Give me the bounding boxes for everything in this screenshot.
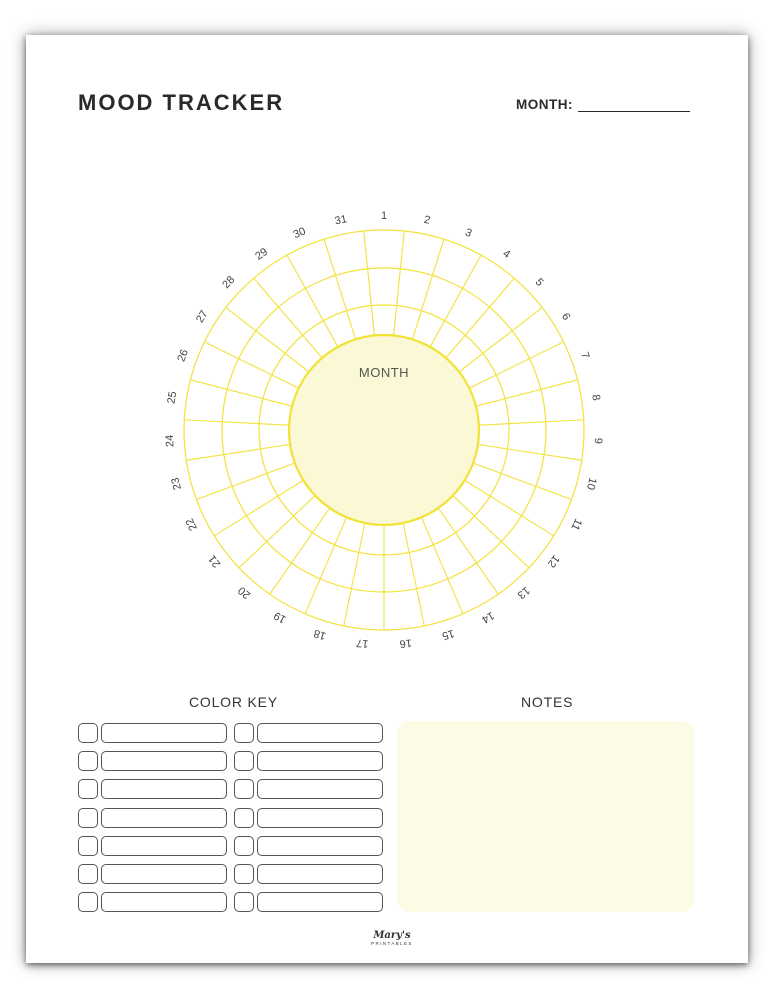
day-label: 20 [235, 583, 254, 601]
day-label: 19 [271, 608, 289, 626]
wheel-spoke [473, 463, 571, 499]
color-key-label-field[interactable] [101, 779, 227, 799]
day-label: 13 [514, 583, 533, 601]
color-swatch-box[interactable] [78, 836, 98, 856]
day-label: 23 [169, 476, 185, 492]
color-key-label-field[interactable] [257, 723, 383, 743]
day-label: 31 [333, 213, 349, 228]
day-label: 7 [578, 350, 592, 361]
color-key-label-field[interactable] [101, 892, 227, 912]
wheel-spoke [394, 231, 405, 335]
color-swatch-box[interactable] [234, 751, 254, 771]
wheel-spoke [446, 278, 514, 358]
color-key-label-field[interactable] [257, 779, 383, 799]
day-label: 28 [220, 273, 238, 292]
planner-sheet [26, 35, 748, 963]
mood-wheel [26, 35, 748, 715]
day-label: 14 [479, 608, 497, 626]
notes-box[interactable] [397, 721, 694, 912]
color-key-label-field[interactable] [257, 836, 383, 856]
color-swatch-box[interactable] [234, 779, 254, 799]
color-swatch-box[interactable] [78, 808, 98, 828]
color-swatch-box[interactable] [78, 864, 98, 884]
wheel-spoke [453, 495, 529, 567]
color-key-label-field[interactable] [257, 864, 383, 884]
wheel-spoke [239, 495, 315, 567]
color-swatch-box[interactable] [234, 864, 254, 884]
day-label: 10 [583, 476, 599, 492]
wheel-spoke [254, 278, 322, 358]
wheel-spoke [214, 480, 303, 536]
day-label: 11 [568, 516, 585, 533]
day-label: 4 [500, 247, 513, 261]
logo-sub-text: PRINTABLES [371, 941, 413, 946]
wheel-spoke [438, 508, 498, 594]
day-label: 5 [532, 276, 546, 289]
color-swatch-box[interactable] [234, 808, 254, 828]
month-label: MONTH: [516, 97, 573, 112]
wheel-spoke [479, 420, 584, 425]
day-label: 30 [291, 225, 308, 242]
day-label: 27 [193, 308, 211, 326]
wheel-spoke [412, 239, 443, 339]
day-label: 29 [253, 245, 271, 263]
notes-heading: NOTES [521, 694, 574, 710]
day-label: 16 [398, 636, 413, 650]
day-label: 3 [463, 226, 474, 240]
color-key-label-field[interactable] [257, 892, 383, 912]
day-label: 18 [312, 626, 328, 642]
wheel-spoke [364, 231, 375, 335]
color-key-label-field[interactable] [101, 808, 227, 828]
center-label: MONTH [358, 365, 410, 380]
day-label: 22 [183, 516, 200, 533]
day-label: 24 [163, 434, 177, 448]
color-key-label-field[interactable] [257, 751, 383, 771]
color-swatch-box[interactable] [234, 723, 254, 743]
wheel-spoke [469, 342, 563, 388]
wheel-spoke [186, 444, 290, 460]
wheel-spoke [478, 444, 582, 460]
wheel-spoke [196, 463, 294, 499]
day-label: 25 [165, 390, 180, 405]
day-label: 21 [206, 552, 224, 570]
day-label: 8 [589, 393, 603, 402]
color-key-label-field[interactable] [101, 723, 227, 743]
color-key-label-field[interactable] [101, 836, 227, 856]
color-swatch-box[interactable] [78, 723, 98, 743]
wheel-spoke [287, 255, 338, 347]
wheel-spoke [344, 523, 365, 626]
day-label: 1 [380, 209, 388, 222]
center-circle [289, 335, 479, 525]
wheel-spoke [184, 420, 289, 425]
day-label: 15 [440, 626, 456, 642]
logo-main-text: Mary's [373, 930, 411, 941]
day-label: 9 [591, 437, 604, 445]
color-swatch-box[interactable] [234, 836, 254, 856]
wheel-spoke [430, 255, 481, 347]
wheel-spoke [324, 239, 355, 339]
brand-logo [362, 931, 422, 947]
color-key-label-field[interactable] [101, 864, 227, 884]
wheel-spoke [204, 342, 298, 388]
wheel-spoke [403, 523, 424, 626]
wheel-spoke [476, 380, 578, 406]
wheel-spoke [190, 380, 292, 406]
page-title: MOOD TRACKER [78, 90, 285, 115]
color-key-label-field[interactable] [101, 751, 227, 771]
color-swatch-box[interactable] [78, 779, 98, 799]
wheel-spoke [465, 480, 554, 536]
color-swatch-box[interactable] [78, 892, 98, 912]
day-label: 12 [544, 552, 562, 570]
day-label: 26 [175, 347, 191, 364]
wheel-spoke [270, 508, 330, 594]
color-key-heading: COLOR KEY [189, 694, 278, 710]
color-key-label-field[interactable] [257, 808, 383, 828]
color-swatch-box[interactable] [234, 892, 254, 912]
day-label: 17 [355, 636, 370, 650]
color-swatch-box[interactable] [78, 751, 98, 771]
day-label: 6 [558, 310, 573, 323]
day-label: 2 [422, 213, 432, 227]
